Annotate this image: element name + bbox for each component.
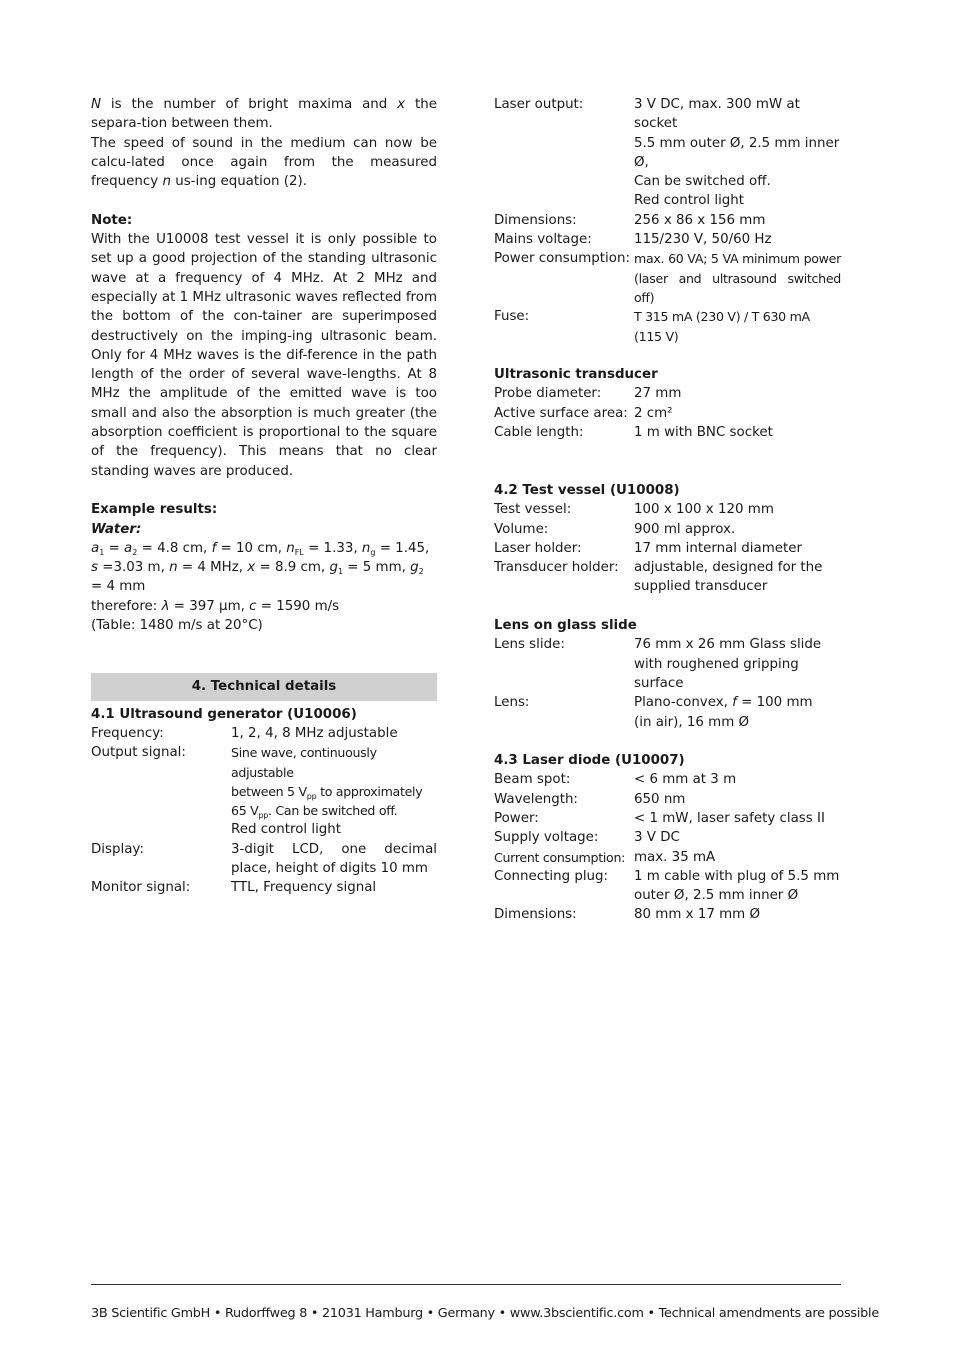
example-heading: Example results: — [91, 502, 218, 518]
spec-cable-length: Cable length: 1 m with BNC socket — [494, 425, 773, 441]
generator-heading: 4.1 Ultrasound generator (U10006) — [91, 706, 357, 722]
diode-heading: 4.3 Laser diode (U10007) — [494, 753, 685, 769]
spec-wavelength: Wavelength: 650 nm — [494, 791, 686, 807]
spec-diode-dimensions: Dimensions: 80 mm x 17 mm Ø — [494, 907, 761, 923]
spec-display: Display: 3-digit LCD, one decimal place, height of digits 10 mm — [91, 841, 437, 876]
spec-lens: Lens: Plano-convex, f = 100 mm (in air), 16 mm Ø — [494, 695, 813, 730]
results-line-1: $a_1 = a_2 = 4.8$ cm, f = 10 cm, $n_{FL} = 1.33$, $n_g = 1.45$, — [91, 540, 430, 557]
spec-monitor-signal: Monitor signal: TTL, Frequency signal — [91, 880, 377, 896]
spec-transducer-holder: Transducer holder: adjustable, designed for the supplied transducer — [494, 560, 823, 595]
spec-current-consumption: Current consumption: max. 35 mA — [494, 849, 716, 865]
spec-frequency: Frequency: 1, 2, 4, 8 MHz adjustable — [91, 725, 398, 741]
spec-active-surface: Active surface area: 2 cm² — [494, 405, 673, 421]
right-column — [494, 95, 841, 925]
intro-paragraph: N is the number of bright maxima and x the separa-tion between them. — [91, 97, 437, 132]
vessel-heading: 4.2 Test vessel (U10008) — [494, 482, 680, 498]
spec-fuse: Fuse: T 315 mA (230 V) / T 630 mA (115 V) — [494, 309, 810, 344]
spec-laser-output: Laser output: 3 V DC, max. 300 mW at socket 5.5 mm outer Ø, 2.5 mm inner Ø, Can be switched off. Red control light — [494, 97, 840, 209]
page-footer: 3B Scientific GmbH • Rudorffweg 8 • 21031 Hamburg • Germany • www.3bscientific.com • Technical amendments are possible — [91, 1306, 879, 1321]
spec-test-vessel: Test vessel: 100 x 100 x 120 mm — [494, 502, 774, 518]
results-line-2: s =3.03 m, n = 4 MHz, x = 8.9 cm, $g_1 = 5$ mm, $g_2 = 4$ mm — [91, 560, 424, 595]
spec-laser-holder: Laser holder: 17 mm internal diameter — [494, 540, 802, 556]
spec-connecting-plug: Connecting plug: 1 m cable with plug of 5.5 mm outer Ø, 2.5 mm inner Ø — [494, 868, 840, 904]
spec-beam-spot: Beam spot: < 6 mm at 3 m — [494, 772, 737, 788]
section-banner: 4. Technical details — [91, 673, 437, 701]
results-table-note: (Table: 1480 m/s at 20°C) — [91, 618, 263, 634]
spec-volume: Volume: 900 ml approx. — [494, 521, 736, 537]
note-text: With the U10008 test vessel it is only possible to set up a good projection of the standing ultrasonic wave at a frequency of 4 MHz. At 2 MHz and especially at 1 MHz ultrasonic waves reflected from the bottom of the con-tainer are superimposed destructively on the imping-ing ultrasonic beam. Only for 4 MHz waves is the dif-ference in the path length of the order of several wave-lengths. At 8 MHz the amplitude of the emitted wave is too small and also the absorption is much greater (the absorption coefficient is proportional to the square of the frequency). This means that no clear standing waves are produced. — [91, 232, 437, 479]
transducer-heading: Ultrasonic transducer — [494, 367, 658, 383]
spec-power: Power: < 1 mW, laser safety class II — [494, 810, 825, 826]
spec-probe-diameter: Probe diameter: 27 mm — [494, 386, 682, 402]
spec-dimensions: Dimensions: 256 x 86 x 156 mm — [494, 212, 766, 228]
results-line-3: therefore: λ = 397 µm, c = 1590 m/s — [91, 598, 340, 614]
spec-output-signal: Output signal: Sine wave, continuously adjustable between 5 $V_{pp}$ to approximately 65 $V_{pp}$. Can be switched off. Red control light — [91, 745, 423, 838]
note-heading: Note: — [91, 212, 133, 228]
water-label: Water: — [91, 521, 142, 537]
spec-lens-slide: Lens slide: 76 mm x 26 mm Glass slide with roughened gripping surface — [494, 637, 822, 691]
lens-heading: Lens on glass slide — [494, 618, 637, 634]
spec-supply-voltage: Supply voltage: 3 V DC — [494, 830, 680, 846]
spec-power-consumption: Power consumption: max. 60 VA; 5 VA minimum power (laser and ultrasound switched off) — [494, 251, 841, 305]
speed-paragraph: The speed of sound in the medium can now be calcu-lated once again from the measured frequency n us-ing equation (2). — [91, 135, 437, 190]
left-column — [91, 95, 437, 898]
footer-divider — [91, 1284, 841, 1285]
spec-mains-voltage: Mains voltage: 115/230 V, 50/60 Hz — [494, 232, 772, 248]
